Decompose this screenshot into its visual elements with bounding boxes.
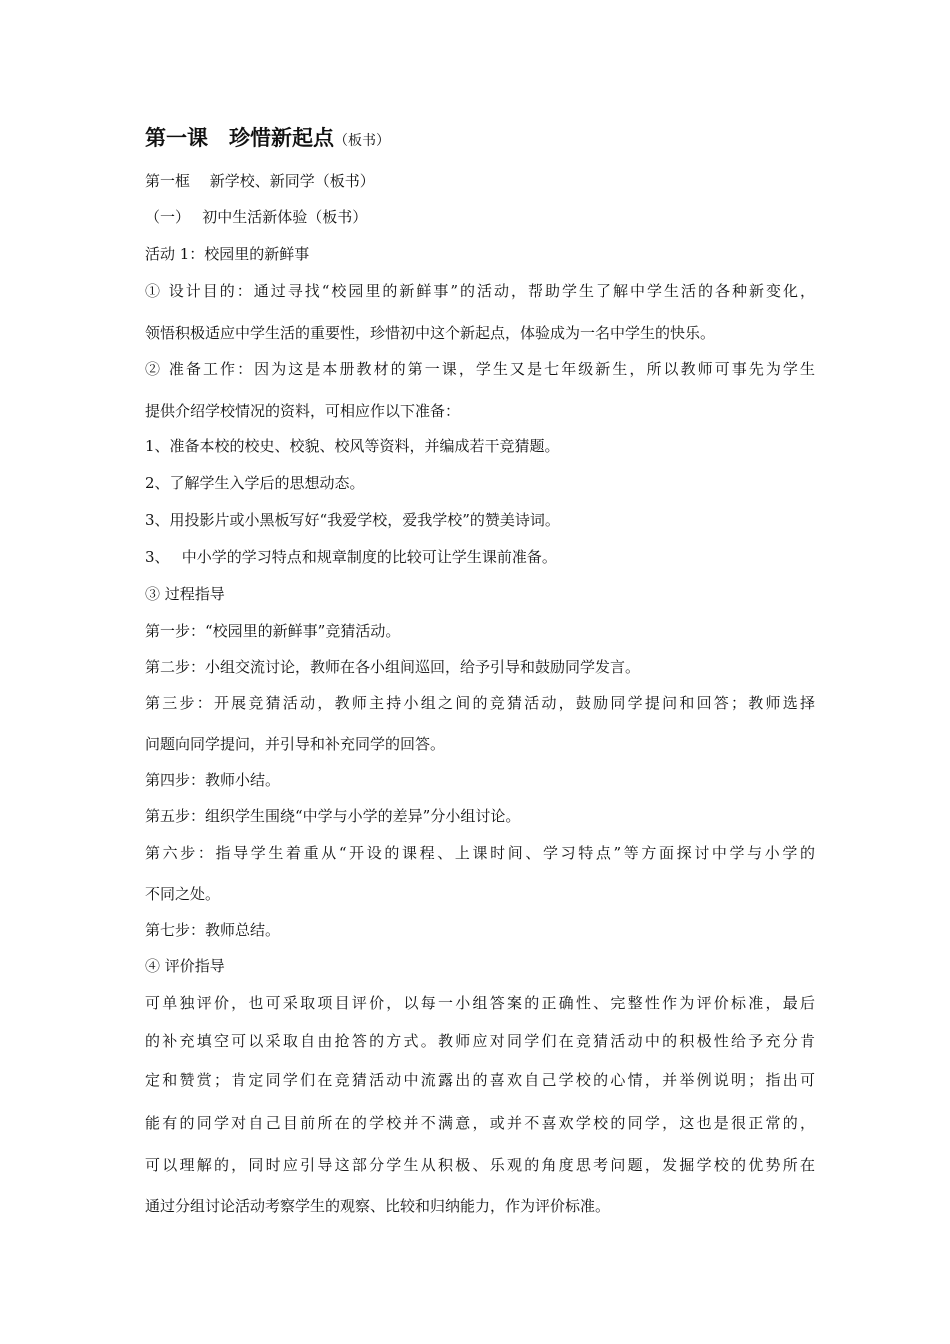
evaluation-line: 定和赞赏；肯定同学们在竞猜活动中流露出的喜欢自己学校的心情，并举例说明；指出可 bbox=[145, 1071, 815, 1089]
lesson-title-note: （板书） bbox=[334, 133, 390, 149]
paragraph-line: ② 准备工作：因为这是本册教材的第一课，学生又是七年级新生，所以教师可事先为学生 bbox=[145, 360, 815, 378]
list-item: 3、用投影片或小黑板写好“我爱学校，爱我学校”的赞美诗词。 bbox=[145, 511, 560, 529]
evaluation-line: 能有的同学对自己目前所在的学校并不满意，或并不喜欢学校的同学，这也是很正常的， bbox=[145, 1114, 815, 1132]
step-heading: ③ 过程指导 bbox=[145, 585, 225, 603]
step-line: 不同之处。 bbox=[145, 885, 221, 903]
activity-heading: 活动 1：校园里的新鲜事 bbox=[145, 245, 310, 263]
step-line: 第五步：组织学生围绕“中学与小学的差异”分小组讨论。 bbox=[145, 807, 521, 825]
paragraph-line: 领悟积极适应中学生活的重要性，珍惜初中这个新起点，体验成为一名中学生的快乐。 bbox=[145, 324, 716, 342]
evaluation-line: 可单独评价，也可采取项目评价，以每一小组答案的正确性、完整性作为评价标准，最后 bbox=[145, 994, 815, 1012]
step-line: 第二步：小组交流讨论，教师在各小组间巡回，给予引导和鼓励同学发言。 bbox=[145, 658, 641, 676]
step-line: 第一步：“校园里的新鲜事”竞猜活动。 bbox=[145, 622, 401, 640]
lesson-title bbox=[145, 124, 815, 155]
section-heading: 第一框 新学校、新同学（板书） bbox=[145, 172, 375, 190]
paragraph-line: ① 设计目的：通过寻找“校园里的新鲜事”的活动，帮助学生了解中学生活的各种新变化， bbox=[145, 282, 815, 300]
step-line: 第六步：指导学生着重从“开设的课程、上课时间、学习特点”等方面探讨中学与小学的 bbox=[145, 844, 815, 862]
subsection-heading: （一） 初中生活新体验（板书） bbox=[145, 208, 368, 226]
step-line: 第七步：教师总结。 bbox=[145, 921, 281, 939]
list-item: 3、 中小学的学习特点和规章制度的比较可让学生课前准备。 bbox=[145, 548, 557, 566]
step-line: 第三步：开展竞猜活动，教师主持小组之间的竞猜活动，鼓励同学提问和回答；教师选择 bbox=[145, 694, 815, 712]
lesson-title-text: 第一课 珍惜新起点 bbox=[145, 125, 334, 150]
evaluation-line: 可以理解的，同时应引导这部分学生从积极、乐观的角度思考问题，发掘学校的优势所在 bbox=[145, 1156, 815, 1174]
evaluation-line: 通过分组讨论活动考察学生的观察、比较和归纳能力，作为评价标准。 bbox=[145, 1197, 611, 1215]
list-item: 1、准备本校的校史、校貌、校风等资料，并编成若干竞猜题。 bbox=[145, 437, 560, 455]
step-line: 问题向同学提问，并引导和补充同学的回答。 bbox=[145, 735, 446, 753]
paragraph-line: 提供介绍学校情况的资料，可相应作以下准备： bbox=[145, 402, 461, 420]
evaluation-line: 的补充填空可以采取自由抢答的方式。教师应对同学们在竞猜活动中的积极性给予充分肯 bbox=[145, 1032, 815, 1050]
evaluation-heading: ④ 评价指导 bbox=[145, 957, 225, 975]
step-line: 第四步：教师小结。 bbox=[145, 771, 281, 789]
list-item: 2、了解学生入学后的思想动态。 bbox=[145, 474, 365, 492]
